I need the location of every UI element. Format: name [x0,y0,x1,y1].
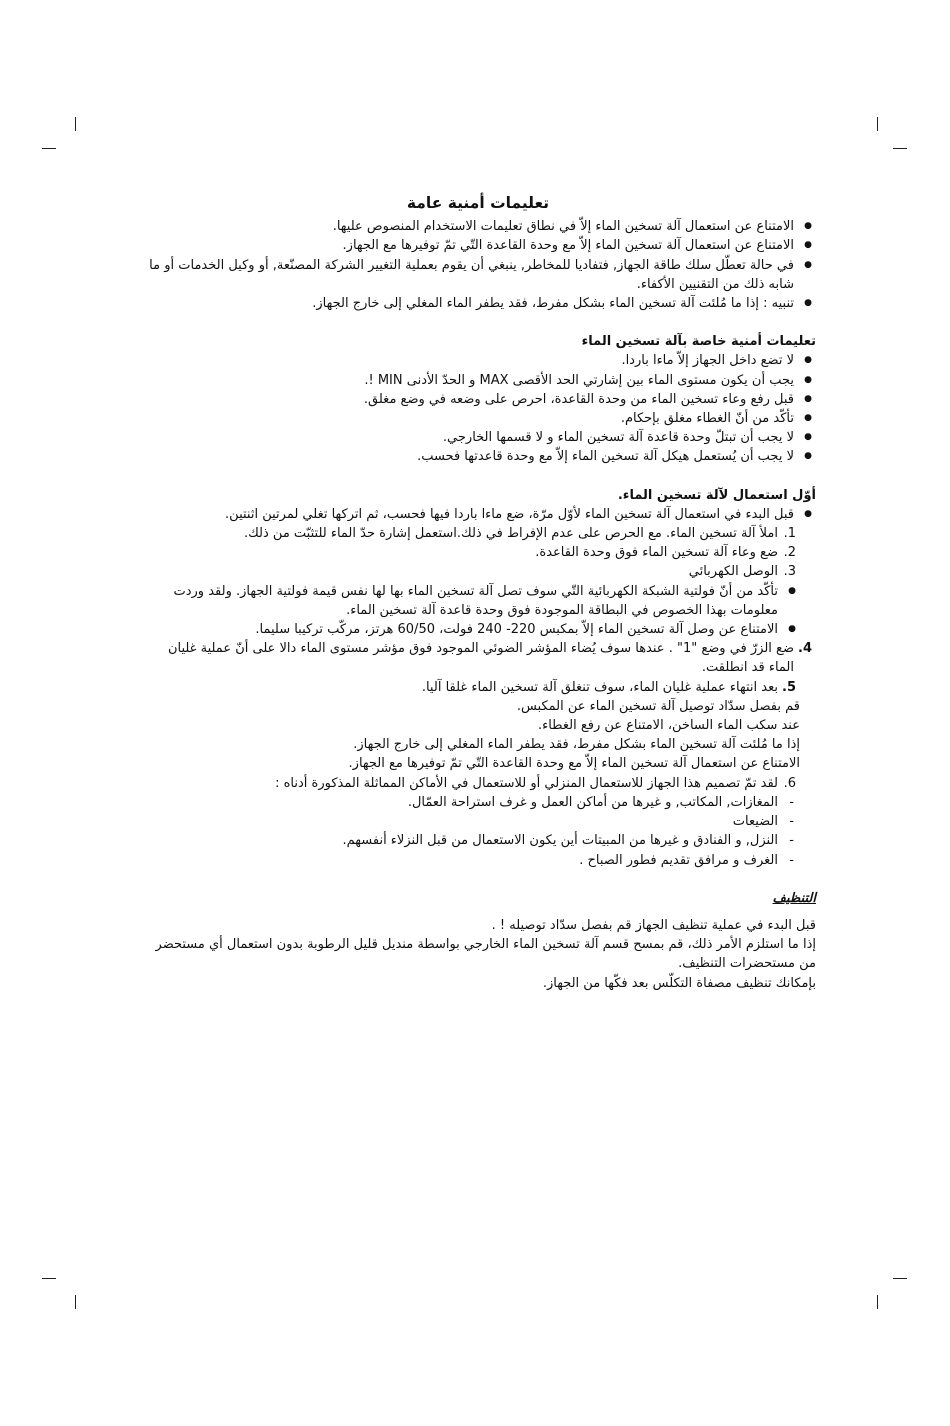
kettle-safety-heading: تعليمات أمنية خاصة بآلة تسخين الماء [581,334,816,350]
cleaning-line: بإمكانك تنظيف مصفاة التكلّس بعد فكّها من الجهاز. [542,975,816,991]
document-body [140,194,816,993]
step-text: لقد تمّ تصميم هذا الجهاز للاستعمال المنزلي أو للاستعمال في الأماكن المماثلة المذكورة أدناه : [275,775,778,791]
general-safety-title: تعليمات أمنية عامة [406,194,550,212]
first-use-step-6 [140,774,800,793]
step-text: بعد انتهاء عملية غليان الماء، سوف تنغلق آلة تسخين الماء غلقا آليا. [421,679,778,695]
first-use-heading: أوّل استعمال لآلة تسخين الماء. [617,487,816,503]
cleaning-line: إذا ما استلزم الأمر ذلك، قم بمسح قسم آلة تسخين الماء الخارجي بواسطة منديل قليل الرطوبة بدون استعمال أي مستحضر من مستحضرات التنظيف. [155,937,816,972]
unplug-line: قم بفصل سدّاد توصيل آلة تسخين الماء عن المكبس. [516,698,800,714]
kettle-safety-list [140,351,816,466]
voltage-check-item: ● تأكّد من أنّ فولتية الشبكة الكهربائية التّي سوف تصل آلة تسخين الماء بها لها نفس قيمة فولتية الجهاز. ولقد وردت معلومات بهذا الخصوص في البطاقة الموجودة فوق وحدة قاعدة آلة تسخين الماء. [140,582,800,620]
cleaning-line: قبل البدء في عملية تنظيف الجهاز قم بفصل سدّاد توصيله ! . [491,917,816,933]
general-safety-item: ● في حالة تعطّل سلك طاقة الجهاز, فتفاديا للمخاطر, ينبغي أن يقوم بعملية التغيير الشركة المصنّعة, أو وكيل الخدمات أو ما شابه ذلك من التقنيين الأكفاء. [140,256,816,294]
usage-place-item: - الضيعات [140,812,800,831]
crop-mark-bottom-left-horizontal [42,1278,56,1279]
crop-mark-top-left-horizontal [42,148,56,149]
crop-mark-bottom-right-vertical [877,1295,878,1309]
usage-places-list [140,793,816,870]
overfill-line: إذا ما مُلئت آلة تسخين الماء بشكل مفرط، فقد يطفر الماء المغلي إلى خارج الجهاز. [353,737,800,753]
base-only-line: الامتناع عن استعمال آلة تسخين الماء إلاّ مع وحدة القاعدة التّي تمّ توفيرها مع الجهاز. [348,756,800,772]
pour-line: عند سكب الماء الساخن، الامتناع عن رفع الغطاء. [537,718,800,734]
kettle-safety-item: ● قبل رفع وعاء تسخين الماء من وحدة القاعدة، احرص على وضعه في وضع مغلق. [140,390,816,409]
step-number: 5. [782,679,796,695]
step-number: 6. [783,775,796,791]
usage-place-item: - المغازات, المكاتب, و غيرها من أماكن العمل و غرف استراحة العمّال. [140,793,800,812]
kettle-safety-item: ● لا يجب أن يُستعمل هيكل آلة تسخين الماء إلاّ مع وحدة قاعدتها فحسب. [140,447,816,466]
cleaning-heading: التنظيف [772,890,816,906]
general-safety-item: ● الامتناع عن استعمال آلة تسخين الماء إلاّ مع وحدة القاعدة التّي تمّ توفيرها مع الجهاز. [140,236,816,255]
first-use-step-5 [140,678,800,697]
kettle-safety-item: ● يجب أن يكون مستوى الماء بين إشارتي الحد الأقصى MAX و الحدّ الأدنى MIN !. [140,371,816,390]
first-use-step-1 [140,524,800,543]
crop-mark-top-right-vertical [877,117,878,131]
step-number: 1. [783,526,796,542]
step-number: 4. [798,641,812,657]
first-use-step-4 [140,639,816,677]
step-text: ضع الزرّ في وضع "1" . عندها سوف يُضاء المؤشر الضوئي الموجود فوق مؤشر مستوى الماء دالا على أنّ عملية غليان الماء قد انطلقت. [167,641,794,676]
general-safety-item: ● الامتناع عن استعمال آلة تسخين الماء إلاّ في نطاق تعليمات الاستخدام المنصوص عليها. [140,217,816,236]
socket-item: ● الامتناع عن وصل آلة تسخين الماء إلاّ بمكبس 220- 240 فولت، 60/50 هرتز، مركّب تركيبا سليما. [140,620,800,639]
crop-mark-bottom-left-vertical [75,1295,76,1309]
crop-mark-top-left-vertical [75,117,76,131]
usage-place-item: - النزل, و الفنادق و غيرها من المبيتات أين يكون الاستعمال من قبل النزلاء أنفسهم. [140,831,800,850]
usage-place-item: - الغرف و مرافق تقديم فطور الصباح . [140,851,800,870]
kettle-safety-item: ● تأكّد من أنّ الغطاء مغلق بإحكام. [140,409,816,428]
kettle-safety-item: ● لا تضع داخل الجهاز إلاّ ماءا باردا. [140,351,816,370]
step-text: الوصل الكهربائي [688,564,778,580]
crop-mark-top-right-horizontal [893,148,907,149]
first-use-step-3 [140,562,800,581]
first-use-step-2 [140,543,800,562]
step-number: 3. [783,564,796,580]
kettle-safety-item: ● لا يجب أن تبتلّ وحدة قاعدة آلة تسخين الماء و لا قسمها الخارجي. [140,428,816,447]
general-safety-item: ● تنبيه : إذا ما مُلئت آلة تسخين الماء بشكل مفرط، فقد يطفر الماء المغلي إلى خارج الجهاز. [140,294,816,313]
step-number: 2. [783,545,796,561]
step-text: ضع وعاء آلة تسخين الماء فوق وحدة القاعدة. [535,545,778,561]
general-safety-list [140,217,816,313]
first-use-intro: ● قبل البدء في استعمال آلة تسخين الماء لأوّل مرّة، ضع ماءا باردا فيها فحسب، ثم اتركها تغلي لمرتين اثنتين. [140,505,816,524]
crop-mark-bottom-right-horizontal [893,1278,907,1279]
step-text: املأ آلة تسخين الماء. مع الحرص على عدم الإفراط في ذلك.استعمل إشارة حدّ الماء للتثبّت من ذلك. [243,526,778,542]
